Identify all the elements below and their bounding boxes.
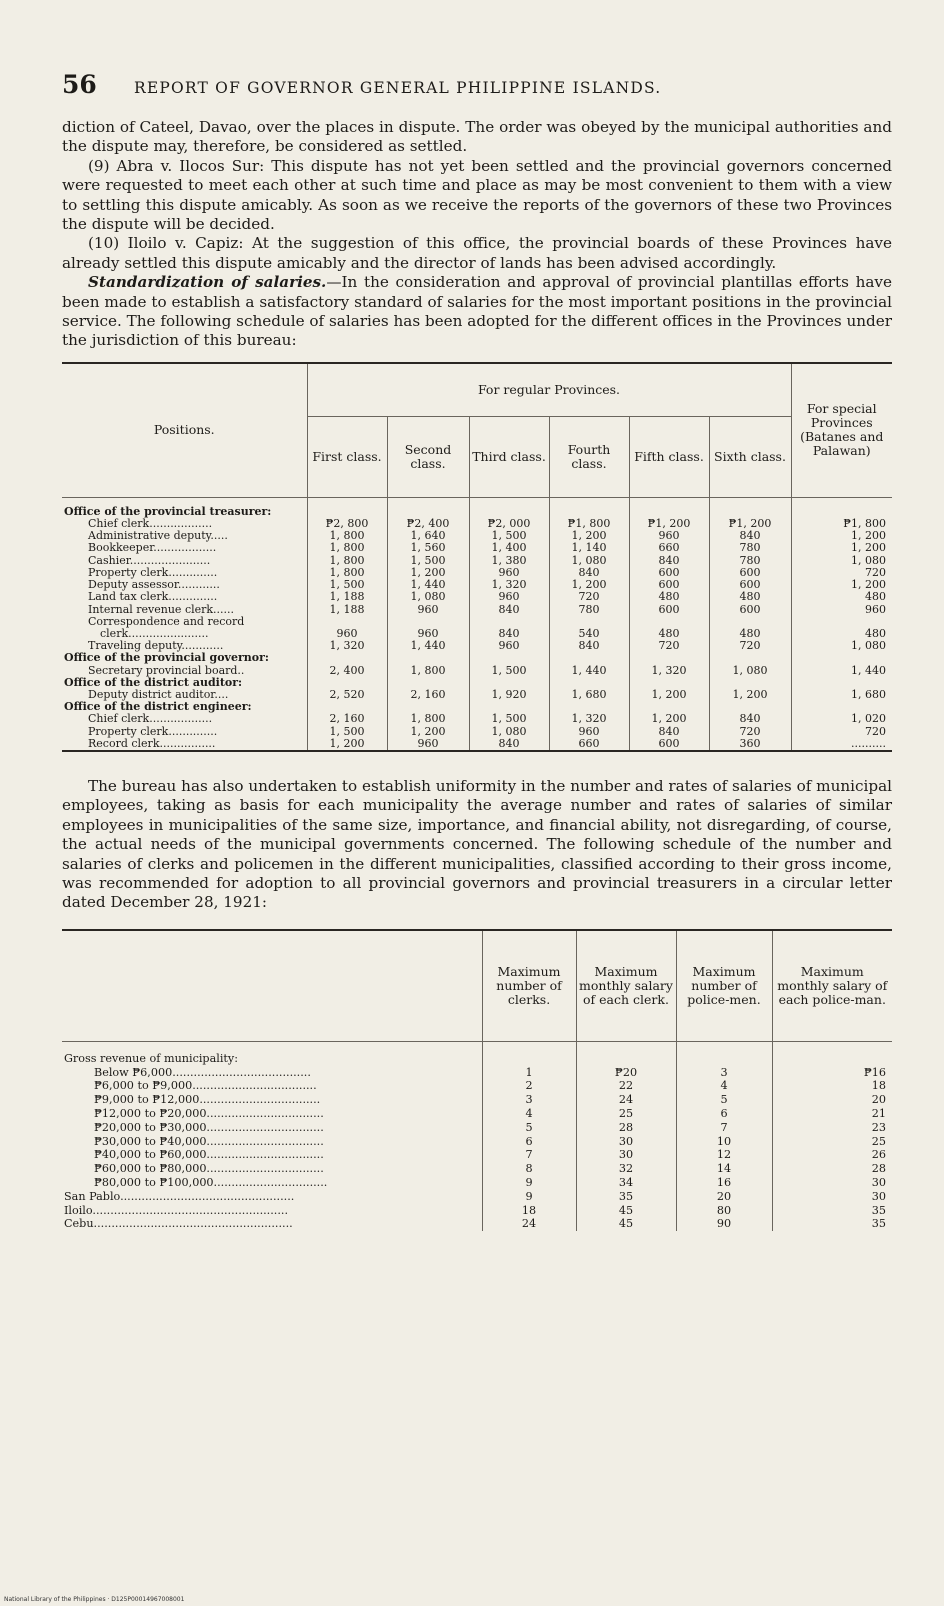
table-row — [62, 1079, 892, 1093]
revenue-label: ₱80,000 to ₱100,000................................ — [62, 1176, 482, 1190]
revenue-label: ₱12,000 to ₱20,000................................. — [62, 1107, 482, 1121]
table-row — [62, 616, 892, 628]
value-cell: 1 — [482, 1066, 576, 1080]
page-number: 56 — [62, 70, 97, 99]
revenue-label: Below ₱6,000....................................... — [62, 1066, 482, 1080]
salary-cell: 720 — [549, 591, 629, 603]
salary-cell: 1, 080 — [387, 591, 469, 603]
salary-cell: 780 — [709, 555, 791, 567]
salary-cell: 2, 400 — [307, 665, 387, 677]
salary-cell: 840 — [549, 640, 629, 652]
policeman-salary-header: Maximum monthly salary of each police-man. — [772, 930, 892, 1042]
salary-cell — [387, 652, 469, 664]
salary-cell: 840 — [469, 604, 549, 616]
value-cell: 9 — [482, 1176, 576, 1190]
salary-cell — [387, 497, 469, 518]
salary-cell: 480 — [865, 590, 886, 604]
salary-cell: .......... — [851, 736, 886, 750]
salary-cell: 2, 160 — [307, 713, 387, 725]
salary-cell: 1, 188 — [307, 591, 387, 603]
salary-cell: 1, 188 — [307, 604, 387, 616]
salary-cell: 1, 920 — [469, 689, 549, 701]
position-label: Correspondence and record — [62, 616, 307, 628]
value-cell: 10 — [676, 1135, 772, 1149]
scan-footer: National Library of the Philippines · D125P00014967008001 — [4, 1596, 185, 1603]
class-header-first: First class. — [307, 416, 387, 497]
value-cell: 7 — [482, 1148, 576, 1162]
value-cell: 90 — [676, 1217, 772, 1231]
value-cell: 18 — [482, 1204, 576, 1218]
value-cell: 45 — [576, 1217, 676, 1231]
salary-cell: 480 — [629, 591, 709, 603]
special-provinces-header: For special Provinces (Batanes and Palawan) — [791, 363, 892, 498]
salary-cell: 1, 200 — [387, 567, 469, 579]
table-row — [62, 628, 892, 640]
paragraph-3: (10) Iloilo v. Capiz: At the suggestion of this office, the provincial boards of these Provinces have already settled this dispute amicably and the director of lands has been advised accordingly. — [62, 234, 892, 272]
salary-cell: 480 — [709, 628, 791, 640]
salary-cell: 1, 200 — [851, 578, 886, 592]
value-cell: 24 — [576, 1093, 676, 1107]
table-row — [62, 1148, 892, 1162]
value-cell: 20 — [676, 1190, 772, 1204]
position-label: Office of the district auditor: — [62, 677, 307, 689]
value-cell: 26 — [871, 1148, 886, 1162]
salary-cell: 1, 080 — [549, 555, 629, 567]
salary-cell: 1, 680 — [851, 687, 886, 701]
table-row — [62, 713, 892, 725]
salary-cell: 600 — [709, 604, 791, 616]
salary-cell: 1, 500 — [469, 713, 549, 725]
salary-cell: 1, 200 — [629, 713, 709, 725]
salary-cell: 1, 200 — [387, 726, 469, 738]
position-label: Deputy district auditor.... — [62, 689, 307, 701]
blank-header — [62, 930, 482, 1042]
value-cell: 6 — [482, 1135, 576, 1149]
salary-cell — [629, 652, 709, 664]
class-header-fourth: Fourth class. — [549, 416, 629, 497]
table-row — [62, 1190, 892, 1204]
salary-cell: 1, 080 — [851, 639, 886, 653]
revenue-label: Cebu........................................................ — [62, 1217, 482, 1231]
value-cell: 9 — [482, 1190, 576, 1204]
salary-cell: 780 — [709, 542, 791, 554]
salary-cell: 1, 440 — [387, 579, 469, 591]
salary-cell: 1, 800 — [387, 665, 469, 677]
position-label: clerk....................... — [62, 628, 307, 640]
table-row — [62, 567, 892, 579]
position-label: Property clerk.............. — [62, 567, 307, 579]
salary-cell — [629, 497, 709, 518]
salary-cell: 1, 400 — [469, 542, 549, 554]
salary-cell — [549, 497, 629, 518]
salary-cell: 1, 440 — [851, 663, 886, 677]
salary-cell: 960 — [549, 726, 629, 738]
position-label: Property clerk.............. — [62, 726, 307, 738]
document-page — [62, 70, 892, 1231]
salary-cell: 1, 440 — [387, 640, 469, 652]
table-row — [62, 1162, 892, 1176]
salary-cell: 1, 500 — [307, 726, 387, 738]
salary-cell: 1, 500 — [469, 530, 549, 542]
salary-cell — [791, 652, 892, 664]
salary-cell: 840 — [629, 726, 709, 738]
salary-cell: 1, 680 — [549, 689, 629, 701]
salary-cell: 1, 320 — [549, 713, 629, 725]
salary-cell: 1, 800 — [307, 530, 387, 542]
class-header-sixth: Sixth class. — [709, 416, 791, 497]
salary-cell: 1, 500 — [469, 665, 549, 677]
section-heading: Standardization of salaries. — [88, 273, 327, 292]
salary-cell: 960 — [387, 738, 469, 751]
class-header-fifth: Fifth class. — [629, 416, 709, 497]
salary-cell: ₱2, 800 — [307, 518, 387, 530]
salary-cell: 600 — [629, 567, 709, 579]
value-cell: 7 — [676, 1121, 772, 1135]
value-cell: 30 — [576, 1135, 676, 1149]
position-label: Internal revenue clerk...... — [62, 604, 307, 616]
salary-cell — [709, 497, 791, 518]
revenue-label: Iloilo....................................................... — [62, 1204, 482, 1218]
table-row — [62, 726, 892, 738]
salary-cell: 1, 200 — [851, 541, 886, 555]
table-row — [62, 1041, 892, 1065]
salary-cell: ₱2, 400 — [387, 518, 469, 530]
value-cell: 3 — [676, 1066, 772, 1080]
position-label: Bookkeeper.................. — [62, 542, 307, 554]
salary-cell: 600 — [709, 579, 791, 591]
value-cell: ₱20 — [576, 1066, 676, 1080]
value-cell: 8 — [482, 1162, 576, 1176]
salary-cell: 1, 440 — [549, 665, 629, 677]
revenue-label: ₱40,000 to ₱60,000................................. — [62, 1148, 482, 1162]
position-label: Secretary provincial board.. — [62, 665, 307, 677]
table-row — [62, 640, 892, 652]
value-cell: 6 — [676, 1107, 772, 1121]
revenue-label: ₱20,000 to ₱30,000................................. — [62, 1121, 482, 1135]
salary-cell — [709, 652, 791, 664]
class-header-third: Third class. — [469, 416, 549, 497]
salary-cell: 600 — [629, 738, 709, 751]
paragraph-4 — [62, 273, 892, 351]
table-row — [62, 1217, 892, 1231]
municipal-employees-table — [62, 929, 892, 1231]
table-row — [62, 1066, 892, 1080]
salary-cell: 720 — [865, 724, 886, 738]
salary-cell: 1, 800 — [387, 713, 469, 725]
body-text-top — [62, 118, 892, 351]
salary-cell — [469, 497, 549, 518]
value-cell — [676, 1041, 772, 1065]
salary-cell: 1, 020 — [851, 712, 886, 726]
provincial-salary-body — [62, 497, 892, 751]
salary-cell: 1, 560 — [387, 542, 469, 554]
salary-cell: 360 — [709, 738, 791, 751]
table-row — [62, 555, 892, 567]
salary-cell: 720 — [709, 640, 791, 652]
table-row — [62, 497, 892, 518]
value-cell: 4 — [676, 1079, 772, 1093]
salary-cell — [791, 497, 892, 518]
value-cell: 30 — [871, 1189, 886, 1203]
municipal-employees-body — [62, 1041, 892, 1231]
value-cell: 25 — [871, 1134, 886, 1148]
table-row — [62, 604, 892, 616]
position-label: Office of the provincial treasurer: — [62, 497, 307, 518]
positions-header: Positions. — [62, 363, 307, 498]
page-header — [62, 70, 892, 110]
salary-cell: 840 — [629, 555, 709, 567]
revenue-label: ₱60,000 to ₱80,000................................. — [62, 1162, 482, 1176]
salary-cell: 1, 200 — [709, 689, 791, 701]
salary-cell: 1, 080 — [709, 665, 791, 677]
salary-cell: 960 — [629, 530, 709, 542]
salary-cell: 960 — [307, 628, 387, 640]
value-cell — [772, 1041, 892, 1065]
position-label: Traveling deputy............ — [62, 640, 307, 652]
value-cell: 80 — [676, 1204, 772, 1218]
table-row — [62, 530, 892, 542]
salary-cell: 1, 200 — [549, 579, 629, 591]
table-row — [62, 1204, 892, 1218]
value-cell: 28 — [576, 1121, 676, 1135]
value-cell: 35 — [576, 1190, 676, 1204]
salary-cell: 840 — [469, 738, 549, 751]
value-cell: 21 — [871, 1106, 886, 1120]
value-cell: 34 — [576, 1176, 676, 1190]
position-label: Land tax clerk.............. — [62, 591, 307, 603]
salary-cell: 960 — [865, 602, 886, 616]
salary-cell: 1, 320 — [629, 665, 709, 677]
salary-cell — [307, 652, 387, 664]
salary-cell: 960 — [469, 640, 549, 652]
salary-cell: 840 — [469, 628, 549, 640]
revenue-label: San Pablo................................................. — [62, 1190, 482, 1204]
value-cell: 4 — [482, 1107, 576, 1121]
body-text-bottom — [62, 777, 892, 913]
salary-cell: 780 — [549, 604, 629, 616]
value-cell: 35 — [871, 1203, 886, 1217]
paragraph-5: The bureau has also undertaken to establish uniformity in the number and rates of salaries of municipal employees, taking as basis for each municipality the average number and rates of salaries of similar employees in municipalities of the same size, importance, and financial ability, not disregarding, of course, the actual needs of the municipal governments concerned. The following schedule of the number and salaries of clerks and policemen in the different municipalities, classified according to their gross income, was recommended for adoption to all provincial governors and provincial treasurers in a circular letter dated December 28, 1921: — [62, 776, 892, 912]
salary-cell: 960 — [469, 591, 549, 603]
salary-cell: 1, 800 — [307, 567, 387, 579]
salary-cell: 480 — [865, 626, 886, 640]
salary-cell: ₱1, 800 — [549, 518, 629, 530]
value-cell: 3 — [482, 1093, 576, 1107]
salary-cell: ₱1, 800 — [843, 517, 886, 531]
salary-cell: 480 — [709, 591, 791, 603]
salary-cell: 1, 800 — [307, 555, 387, 567]
revenue-label: Gross revenue of municipality: — [62, 1041, 482, 1065]
table-row — [62, 579, 892, 591]
salary-cell: 960 — [387, 604, 469, 616]
salary-cell — [549, 652, 629, 664]
table-row — [62, 689, 892, 701]
value-cell: 30 — [576, 1148, 676, 1162]
salary-cell: 600 — [629, 579, 709, 591]
max-policemen-header: Maximum number of police-men. — [676, 930, 772, 1042]
salary-cell: 1, 380 — [469, 555, 549, 567]
salary-cell: 1, 640 — [387, 530, 469, 542]
table-row — [62, 1107, 892, 1121]
salary-cell: 1, 200 — [549, 530, 629, 542]
regular-provinces-header: For regular Provinces. — [307, 363, 791, 417]
value-cell: 14 — [676, 1162, 772, 1176]
salary-cell: 1, 200 — [307, 738, 387, 751]
revenue-label: ₱30,000 to ₱40,000................................. — [62, 1135, 482, 1149]
value-cell: 20 — [871, 1093, 886, 1107]
position-label: Chief clerk.................. — [62, 713, 307, 725]
salary-cell: 1, 200 — [851, 529, 886, 543]
position-label: Cashier....................... — [62, 555, 307, 567]
salary-cell: 960 — [387, 628, 469, 640]
salary-cell: 840 — [709, 713, 791, 725]
value-cell: 16 — [676, 1176, 772, 1190]
salary-cell: 1, 500 — [307, 579, 387, 591]
value-cell: 22 — [576, 1079, 676, 1093]
salary-cell: 1, 500 — [387, 555, 469, 567]
salary-cell: 720 — [709, 726, 791, 738]
value-cell: 35 — [871, 1217, 886, 1231]
salary-cell: 540 — [549, 628, 629, 640]
table-row — [62, 701, 892, 713]
value-cell: 24 — [482, 1217, 576, 1231]
paragraph-4-text: —In the consideration and approval of provincial plantillas efforts have been made to establish a satisfactory standard of salaries for the most important positions in the provincial service. The following schedule of salaries has been adopted for the different offices in the Provinces under the jurisdiction of this bureau: — [62, 273, 892, 350]
value-cell: 5 — [482, 1121, 576, 1135]
position-label: Record clerk................ — [62, 738, 307, 751]
table-row — [62, 1176, 892, 1190]
salary-cell: 1, 320 — [307, 640, 387, 652]
running-title: REPORT OF GOVERNOR GENERAL PHILIPPINE ISLANDS. — [134, 79, 662, 97]
salary-cell — [469, 652, 549, 664]
revenue-label: ₱9,000 to ₱12,000.................................. — [62, 1093, 482, 1107]
value-cell: 12 — [676, 1148, 772, 1162]
salary-cell: 840 — [709, 530, 791, 542]
position-label: Chief clerk.................. — [62, 518, 307, 530]
table-row — [62, 1135, 892, 1149]
salary-cell — [307, 497, 387, 518]
clerk-salary-header: Maximum monthly salary of each clerk. — [576, 930, 676, 1042]
salary-cell: 840 — [549, 567, 629, 579]
salary-cell: 600 — [709, 567, 791, 579]
table-row — [62, 542, 892, 554]
table-row — [62, 518, 892, 530]
position-label: Administrative deputy..... — [62, 530, 307, 542]
paragraph-2: (9) Abra v. Ilocos Sur: This dispute has not yet been settled and the provincial governors concerned were requested to meet each other at such time and place as may be most convenient to them with a view to settling this dispute amicably. As soon as we receive the reports of the governors of these two Provinces the dispute will be decided. — [62, 156, 892, 234]
salary-cell: 480 — [629, 628, 709, 640]
table-row — [62, 665, 892, 677]
provincial-salary-table — [62, 362, 892, 751]
salary-cell: ₱2, 000 — [469, 518, 549, 530]
max-clerks-header: Maximum number of clerks. — [482, 930, 576, 1042]
salary-cell: ₱1, 200 — [629, 518, 709, 530]
salary-cell: 720 — [865, 565, 886, 579]
salary-cell: 1, 140 — [549, 542, 629, 554]
value-cell: 28 — [871, 1162, 886, 1176]
value-cell — [576, 1041, 676, 1065]
value-cell: 30 — [871, 1175, 886, 1189]
salary-cell: 660 — [629, 542, 709, 554]
position-label: Office of the provincial governor: — [62, 652, 307, 664]
value-cell: 23 — [871, 1120, 886, 1134]
revenue-label: ₱6,000 to ₱9,000................................... — [62, 1079, 482, 1093]
position-label: Deputy assessor............ — [62, 579, 307, 591]
salary-cell: 660 — [549, 738, 629, 751]
value-cell: ₱16 — [863, 1065, 886, 1079]
value-cell: 5 — [676, 1093, 772, 1107]
table-row — [62, 1121, 892, 1135]
class-header-second: Second class. — [387, 416, 469, 497]
salary-cell: 1, 200 — [629, 689, 709, 701]
value-cell — [482, 1041, 576, 1065]
table-row — [62, 591, 892, 603]
value-cell: 32 — [576, 1162, 676, 1176]
salary-cell: 600 — [629, 604, 709, 616]
table-row — [62, 677, 892, 689]
salary-cell: 2, 160 — [387, 689, 469, 701]
table-row — [62, 738, 892, 751]
salary-cell: 960 — [469, 567, 549, 579]
table-row — [62, 1093, 892, 1107]
salary-cell: 720 — [629, 640, 709, 652]
salary-cell: 1, 800 — [307, 542, 387, 554]
position-label: Office of the district engineer: — [62, 701, 307, 713]
paragraph-1: diction of Cateel, Davao, over the places in dispute. The order was obeyed by the municipal authorities and the dispute may, therefore, be considered as settled. — [62, 118, 892, 156]
salary-cell: 2, 520 — [307, 689, 387, 701]
value-cell: 2 — [482, 1079, 576, 1093]
salary-cell: ₱1, 200 — [709, 518, 791, 530]
salary-cell: 1, 080 — [851, 553, 886, 567]
salary-cell: 1, 080 — [469, 726, 549, 738]
value-cell: 18 — [871, 1079, 886, 1093]
value-cell: 25 — [576, 1107, 676, 1121]
table-row — [62, 652, 892, 664]
value-cell: 45 — [576, 1204, 676, 1218]
salary-cell: 1, 320 — [469, 579, 549, 591]
